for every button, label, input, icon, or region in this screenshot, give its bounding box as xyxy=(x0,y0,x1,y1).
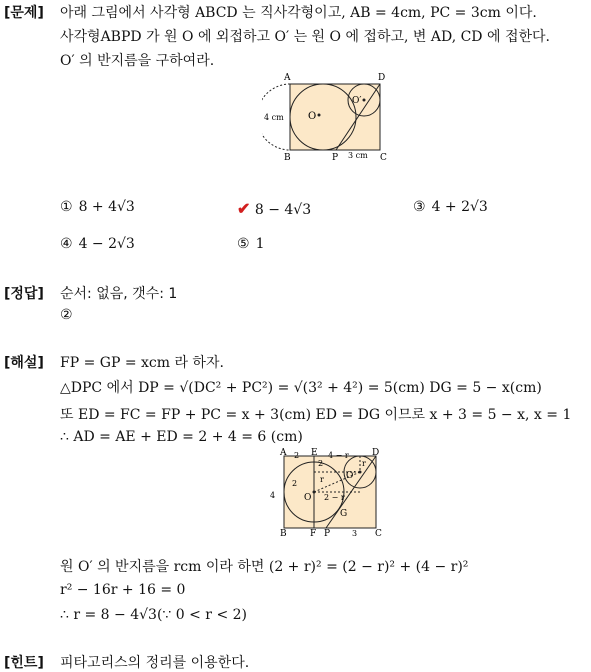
fig1-label-p: P xyxy=(332,153,339,162)
choice-2-text: 8 − 4√3 xyxy=(254,202,312,218)
solution-line-4: ∴ AD = AE + ED = 2 + 4 = 6 (cm) xyxy=(60,429,303,445)
choice-5-text: 1 xyxy=(255,236,265,252)
answer-line-1: 순서: 없음, 갯수: 1 xyxy=(60,286,178,302)
fig1-side-length: 4 cm xyxy=(264,113,284,122)
fig2-label-g: G xyxy=(340,509,348,519)
fig1-label-b: B xyxy=(284,153,291,162)
choice-4[interactable] xyxy=(60,236,135,252)
choice-4-text: 4 − 2√3 xyxy=(78,236,135,252)
fig2-label-o: O xyxy=(304,493,312,503)
solution-line-7: ∴ r = 8 − 4√3(∵ 0 < r < 2) xyxy=(60,607,248,623)
problem-line-2: 사각형ABPD 가 원 O 에 외접하고 O′ 는 원 O 에 접하고, 변 AD, CD 에 접한다. xyxy=(60,29,550,45)
fig2-label-c: C xyxy=(375,529,382,539)
fig2-inner-2r: 2 − r xyxy=(324,493,345,502)
problem-figure xyxy=(262,72,392,162)
answer-label: [정답] xyxy=(4,286,44,302)
fig1-bottom-length: 3 cm xyxy=(348,151,368,160)
fig1-label-o: O xyxy=(308,111,317,122)
fig2-label-d: D xyxy=(372,448,380,458)
solution-line-6: r² − 16r + 16 = 0 xyxy=(60,582,186,598)
problem-line-1: 아래 그림에서 사각형 ABCD 는 직사각형이고, AB = 4cm, PC = 3cm 이다. xyxy=(60,5,537,21)
fig1-label-o2: O′ xyxy=(352,96,362,106)
problem-line-3: O′ 의 반지름을 구하여라. xyxy=(60,53,215,69)
fig2-label-a: A xyxy=(280,448,287,458)
choice-1[interactable] xyxy=(60,199,135,215)
choice-3-text: 4 + 2√3 xyxy=(431,199,488,215)
fig2-top-2: 2 xyxy=(294,451,300,460)
fig2-inner-r: r xyxy=(320,475,324,484)
fig2-label-o2: O′ xyxy=(346,471,356,481)
solution-line-5: 원 O′ 의 반지름을 rcm 이라 하면 (2 + r)² = (2 − r)² + (4 − r)² xyxy=(60,559,469,575)
fig2-inner-2: 2 xyxy=(318,459,324,468)
problem-label: [문제] xyxy=(4,5,44,21)
fig2-label-p: P xyxy=(324,529,331,539)
fig2-label-b: B xyxy=(280,529,287,539)
fig2-left-2: 2 xyxy=(292,479,298,488)
fig1-label-a: A xyxy=(284,73,291,83)
hint-text: 피타고리스의 정리를 이용한다. xyxy=(60,655,250,671)
fig2-side-4: 4 xyxy=(270,491,276,500)
fig2-bottom-3: 3 xyxy=(352,529,358,538)
choice-4-number: ④ xyxy=(60,236,73,252)
fig1-label-c: C xyxy=(380,153,387,162)
solution-line-1: FP = GP = xcm 라 하자. xyxy=(60,355,224,371)
fig2-r-small: r xyxy=(362,459,366,468)
choice-1-text: 8 + 4√3 xyxy=(78,199,135,215)
fig1-label-d: D xyxy=(378,73,386,83)
hint-label: [힌트] xyxy=(4,655,44,671)
solution-line-3: 또 ED = FC = FP + PC = x + 3(cm) ED = DG 이므로 x + 3 = 5 − x, x = 1 xyxy=(60,407,572,423)
solution-line-2: △DPC 에서 DP = √(DC² + PC²) = √(3² + 4²) = 5(cm) DG = 5 − x(cm) xyxy=(60,380,542,396)
choice-5-number: ⑤ xyxy=(237,236,250,252)
choice-5[interactable] xyxy=(237,236,264,252)
fig2-label-f: F xyxy=(310,529,317,539)
solution-label: [해설] xyxy=(4,355,44,371)
choice-2[interactable] xyxy=(237,199,311,218)
solution-figure xyxy=(262,448,392,540)
answer-line-2: ② xyxy=(60,307,73,323)
choice-3[interactable] xyxy=(413,199,488,215)
fig2-top-4r: 4 − r xyxy=(328,451,349,460)
fig2-label-e: E xyxy=(311,448,318,458)
choice-1-number: ① xyxy=(60,199,73,215)
choice-3-number: ③ xyxy=(413,199,426,215)
check-icon: ✔ xyxy=(237,199,251,218)
